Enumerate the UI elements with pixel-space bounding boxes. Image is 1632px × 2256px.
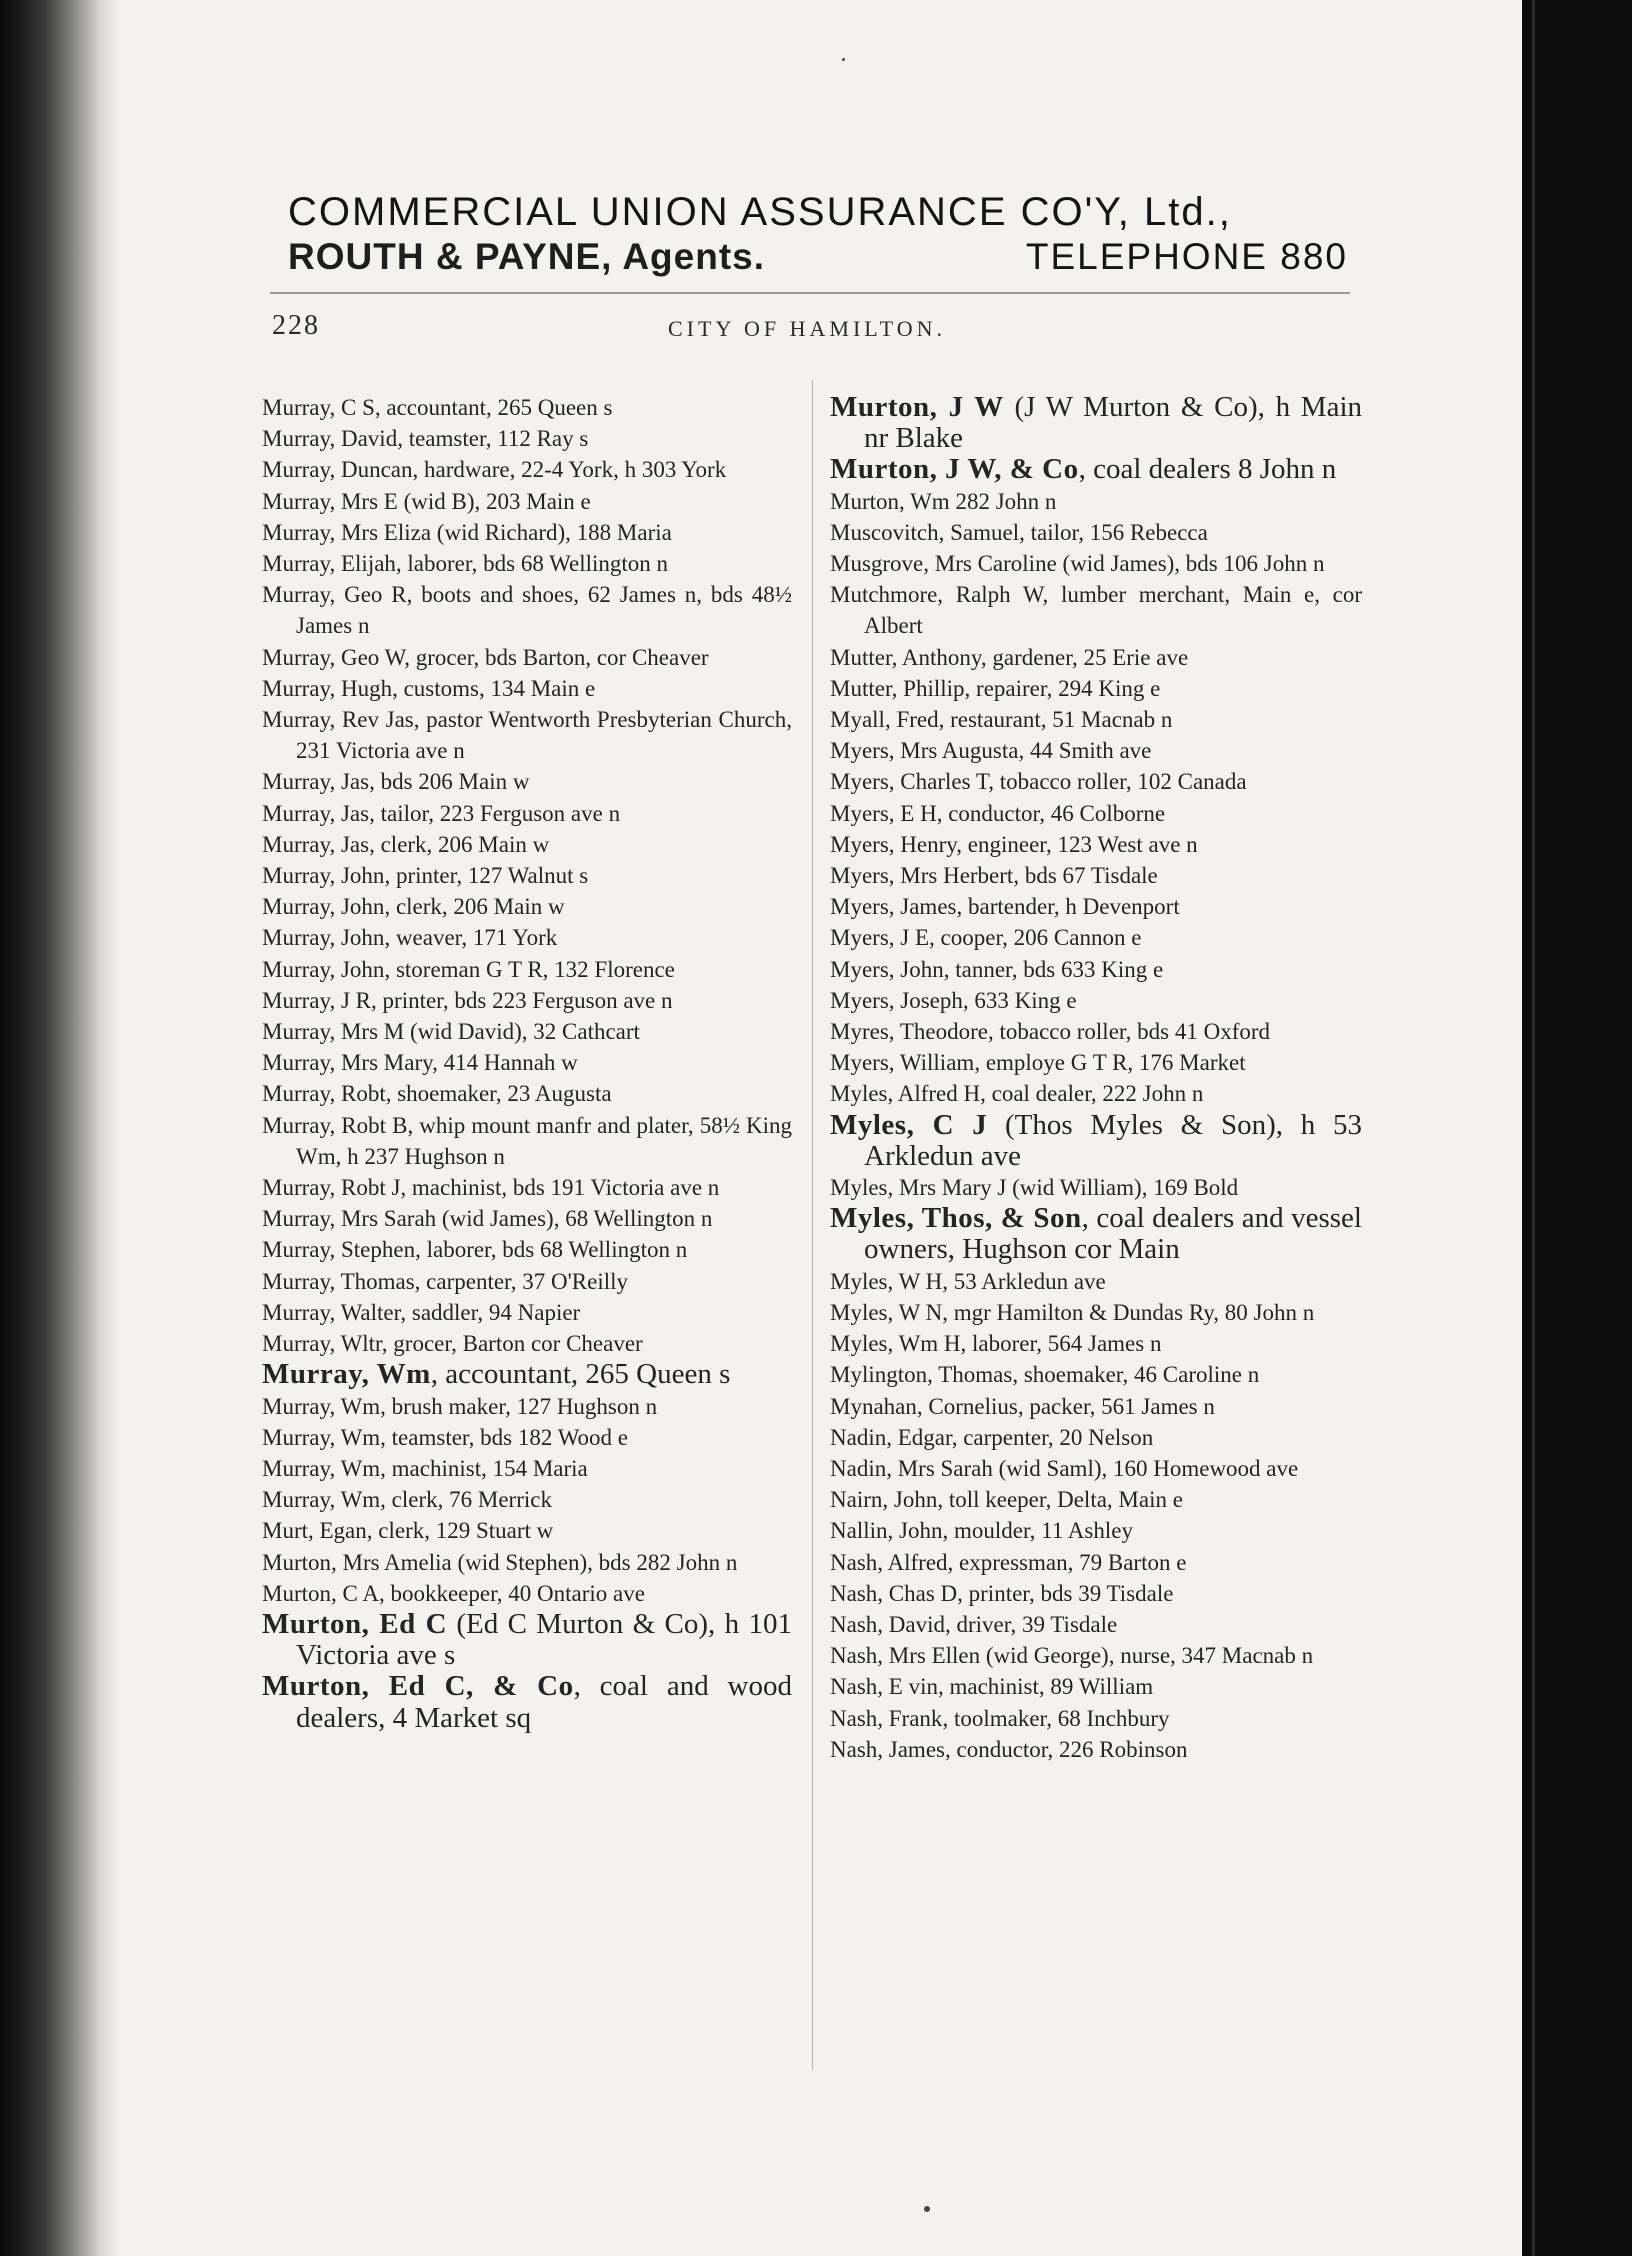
entry-name: Murray, John [262,894,385,920]
entry-name: Mylington, Thomas [830,1362,1013,1388]
directory-entry [262,1078,792,1109]
scan-border [1522,0,1632,2256]
entry-name: Myles, Wm H [830,1331,961,1357]
entry-name: Nallin, John [830,1518,943,1544]
entry-name: Myers, Mrs Herbert [830,863,1014,889]
directory-entry [830,1047,1362,1078]
entry-details: , coal and wood dealers, 4 Market sq [296,1670,792,1734]
entry-name: Murton, C A [262,1580,379,1606]
entry-name: Nash, E vin [830,1674,938,1700]
directory-entry [262,1578,792,1609]
header-rule [270,292,1350,294]
directory-entry [830,891,1362,922]
entry-details: , bds 206 Main w [369,769,530,795]
directory-entry [830,1266,1362,1297]
entry-details: (wid James), 68 Wellington n [436,1206,713,1232]
entry-details: , teamster, bds 182 Wood e [380,1424,629,1450]
entry-details: , brush maker, 127 Hughson n [380,1393,658,1419]
entry-name: Murray, Wm [262,1358,431,1391]
directory-entry [262,1671,792,1733]
entry-details: , coal dealers and vessel owners, Hughson cor Main [864,1202,1362,1266]
entry-name: Nairn, John [830,1487,938,1513]
entry-name: Nadin, Mrs Sarah [830,1455,993,1481]
entry-details: , bds 67 Tisdale [1013,863,1158,889]
directory-entry [262,1328,792,1359]
entry-details: , laborer, 564 James n [960,1331,1162,1357]
column-divider [812,380,813,2070]
directory-entry [262,985,792,1016]
entry-name: Murray, Jas [262,769,370,795]
entry-name: Nadin, Edgar [830,1424,952,1450]
directory-entry [830,486,1362,517]
entry-name: Myers, Mrs Augusta [830,738,1019,764]
directory-entry [262,579,792,641]
entry-name: Murton, J W [830,391,1004,423]
entry-name: Myles, W N [830,1299,943,1325]
entry-details: , whip mount manfr and plater, 58½ King Wm, h 237 Hughson n [296,1112,793,1169]
entry-name: Myers, Henry [830,831,957,857]
entry-details: , clerk, 206 Main w [369,831,550,857]
entry-name: Mynahan, Cornelius [830,1393,1018,1419]
entry-details: (wid Saml), 160 Homewood ave [992,1455,1299,1481]
entry-details: , teamster, 112 Ray s [397,426,589,452]
directory-entry [830,1172,1362,1203]
entry-name: Myles, Mrs Mary J [830,1175,1007,1201]
entry-details: , carpenter, 20 Nelson [951,1424,1154,1450]
entry-name: Murray, Robt B [262,1112,408,1138]
entry-details: , customs, 134 Main e [392,675,596,701]
directory-entry [262,954,792,985]
entry-name: Murray, C S [262,395,375,420]
entry-details: , printer, bds 223 Ferguson ave n [371,987,673,1013]
directory-entry [262,766,792,797]
directory-entry [262,1453,792,1484]
entry-details: , tailor, 156 Rebecca [1019,519,1208,545]
entry-name: Murray, Duncan [262,457,413,483]
entry-name: Murray, David [262,426,398,452]
entry-name: Mutter, Anthony [830,644,981,670]
directory-entry [262,423,792,454]
entry-details: , moulder, 11 Ashley [942,1518,1133,1544]
directory-entry [830,1203,1362,1265]
entry-details: , machinist, bds 191 Victoria ave n [400,1175,720,1201]
entry-details: , toolmaker, 68 Inchbury [942,1705,1170,1731]
entry-name: Murray, Robt [262,1081,386,1107]
entry-name: Murton, Wm [830,488,950,514]
entry-name: Mutter, Phillip [830,675,965,701]
entry-details: , tailor, 223 Ferguson ave n [369,800,621,826]
entry-details: , accountant, 265 Queen s [374,395,613,420]
entry-name: Murray, Wm [262,1487,381,1513]
directory-entry [830,1578,1362,1609]
entry-details: , driver, 39 Tisdale [944,1611,1118,1637]
page-binding-shadow [0,0,120,2256]
directory-entry [262,1484,792,1515]
entry-name: Murray, J R [262,987,372,1013]
directory-entry [830,798,1362,829]
entry-name: Murray, Mrs Sarah [262,1206,437,1232]
entry-details: , tobacco roller, 102 Canada [988,769,1247,795]
entry-name: Murray, Wm [262,1424,381,1450]
entry-details: , conductor, 46 Colborne [936,800,1166,826]
header-telephone: TELEPHONE 880 [1025,236,1348,277]
directory-entry [830,829,1362,860]
directory-entry [830,642,1362,673]
directory-entry [262,1297,792,1328]
entry-name: Myers, E H [830,800,937,826]
entry-name: Myers, William [830,1050,975,1076]
directory-entry [830,517,1362,548]
directory-entry [262,392,792,423]
entry-name: Murton, J W, & Co [830,453,1079,486]
entry-name: Murray, Robt J [262,1175,401,1201]
entry-name: Murray, John [262,925,385,951]
entry-details: , bartender, h Devenport [956,894,1180,920]
directory-entry [262,1203,792,1234]
entry-name: Myall, Fred [830,707,939,733]
entry-name: Murray, Wltr [262,1331,382,1357]
directory-entry [830,1484,1362,1515]
page-number: 228 [272,310,320,341]
directory-entry [262,922,792,953]
entry-name: Myles, Alfred H [830,1081,981,1107]
entry-details: , grocer, bds Barton, cor Cheaver [404,644,709,670]
directory-entry [262,891,792,922]
entry-details: , toll keeper, Delta, Main e [937,1487,1183,1513]
entry-name: Myles, Thos, & Son [830,1202,1082,1235]
directory-entry [262,548,792,579]
directory-entry [830,766,1362,797]
directory-entry [262,1609,792,1671]
directory-entry [830,1359,1362,1390]
directory-entry [830,1547,1362,1578]
entry-name: Nash, Alfred [830,1549,948,1575]
directory-entry [262,1047,792,1078]
entry-details: , coal dealers 8 John n [1078,453,1337,486]
entry-details: , weaver, 171 York [384,925,558,951]
entry-name: Murray, Geo R [262,582,407,608]
directory-entry [830,673,1362,704]
entry-details: , laborer, bds 68 Wellington n [395,551,669,577]
directory-entry [262,1422,792,1453]
entry-name: Murray, Hugh [262,675,393,701]
entry-details: , employe G T R, 176 Market [974,1050,1246,1076]
entry-name: Murray, Mrs Eliza [262,519,432,545]
entry-details: , 414 Hannah w [432,1050,578,1076]
entry-details: , printer, 127 Walnut s [384,863,589,889]
directory-entry [830,1016,1362,1047]
directory-column-left [262,392,792,1734]
directory-entry [262,486,792,517]
directory-column-right [830,392,1362,1765]
entry-name: Murray, Thomas [262,1268,415,1294]
entry-name: Nash, Frank [830,1705,943,1731]
directory-entry [262,642,792,673]
entry-name: Murray, Mrs E [262,488,398,514]
directory-entry [830,1640,1362,1671]
directory-entry [830,954,1362,985]
entry-details: , machinist, 89 William [937,1674,1154,1700]
directory-entry [262,1547,792,1578]
running-head: CITY OF HAMILTON. [668,316,947,341]
entry-name: Murray, John [262,863,385,889]
entry-name: Myres, Theodore [830,1019,988,1045]
directory-entry [830,1515,1362,1546]
directory-entry [830,860,1362,891]
entry-name: Murray, Elijah [262,551,396,577]
entry-details: , accountant, 265 Queen s [430,1358,731,1391]
entry-name: Murray, Geo W [262,644,405,670]
header-advertisement-title: COMMERCIAL UNION ASSURANCE CO'Y, Ltd., [288,190,1232,234]
entry-details: , conductor, 226 Robinson [944,1736,1188,1762]
directory-entry [830,392,1362,454]
directory-entry [830,454,1362,485]
entry-details: , pastor Wentworth Presbyterian Church, 231 Victoria ave n [296,707,792,764]
entry-details: , restaurant, 51 Macnab n [938,707,1173,733]
entry-details: , shoemaker, 23 Augusta [385,1081,612,1107]
entry-details: , clerk, 76 Merrick [380,1487,552,1513]
directory-entry [262,1515,792,1546]
directory-entry [262,1266,792,1297]
entry-details: , hardware, 22-4 York, h 303 York [412,457,727,483]
entry-name: Nash, David [830,1611,945,1637]
entry-name: Myers, Joseph [830,987,963,1013]
entry-name: Mutchmore, Ralph W [830,582,1043,608]
directory-entry [262,798,792,829]
directory-entry [262,1359,792,1390]
entry-details: , saddler, 94 Napier [400,1299,581,1325]
directory-entry [830,1453,1362,1484]
directory-entry [262,1110,792,1172]
entry-details: , expressman, 79 Barton e [947,1549,1187,1575]
entry-name: Musgrove, Mrs Caroline [830,551,1057,577]
entry-name: Murray, John [262,956,385,982]
header-advertisement-agents-row [288,236,1348,278]
entry-details: (wid David), 32 Cathcart [404,1019,640,1045]
entry-details: , carpenter, 37 O'Reilly [414,1268,629,1294]
entry-name: Murt, Egan [262,1518,367,1544]
entry-details: 282 John n [949,488,1057,514]
entry-details: (wid William), 169 Bold [1006,1175,1239,1201]
directory-entry [830,1734,1362,1765]
entry-details: , grocer, Barton cor Cheaver [381,1331,643,1357]
scan-speck [842,58,845,61]
directory-entry [262,829,792,860]
entry-details: , machinist, 154 Maria [380,1455,588,1481]
entry-name: Myers, James [830,894,957,920]
entry-name: Muscovitch, Samuel [830,519,1020,545]
entry-details: , tanner, bds 633 King e [943,956,1164,982]
directory-entry [262,860,792,891]
entry-name: Murray, Rev Jas [262,707,414,733]
directory-entry [262,454,792,485]
entry-details: , storeman G T R, 132 Florence [384,956,675,982]
directory-entry [262,1391,792,1422]
directory-entry [830,579,1362,641]
entry-details: (J W Murton & Co), h Main nr Blake [864,391,1362,455]
directory-entry [830,922,1362,953]
entry-name: Myles, W H [830,1268,943,1294]
entry-details: , coal dealer, 222 John n [980,1081,1204,1107]
directory-entry [830,548,1362,579]
entry-name: Murray, Mrs Mary [262,1050,433,1076]
entry-name: Myers, Charles T [830,769,989,795]
entry-details: (wid B), 203 Main e [397,488,591,514]
entry-details: , tobacco roller, bds 41 Oxford [987,1019,1271,1045]
entry-details: , mgr Hamilton & Dundas Ry, 80 John n [942,1299,1315,1325]
entry-name: Myles, C J [830,1108,988,1141]
directory-entry [262,704,792,766]
directory-entry [830,1328,1362,1359]
directory-entry [262,517,792,548]
directory-entry [262,1234,792,1265]
entry-name: Murton, Ed C, & Co [262,1670,574,1703]
entry-details: , boots and shoes, 62 James n, bds 48½ James n [296,582,792,639]
entry-name: Murray, Mrs M [262,1019,405,1045]
header-agents: ROUTH & PAYNE, Agents. [288,236,766,277]
entry-name: Nash, Mrs Ellen [830,1643,981,1669]
directory-entry [830,1671,1362,1702]
entry-details: , 53 Arkledun ave [942,1268,1106,1294]
entry-name: Murray, Jas [262,831,370,857]
entry-name: Murray, Wm [262,1393,381,1419]
directory-entry [830,1391,1362,1422]
entry-name: Myers, J E [830,925,930,951]
entry-details: , bookkeeper, 40 Ontario ave [378,1580,645,1606]
entry-details: (wid Richard), 188 Maria [431,519,672,545]
entry-details: , clerk, 129 Stuart w [366,1518,554,1544]
entry-name: Murton, Ed C [262,1607,448,1640]
entry-name: Murray, Stephen [262,1237,416,1263]
entry-details: (Ed C Murton & Co), h 101 Victoria ave s [296,1607,792,1672]
entry-details: , engineer, 123 West ave n [956,831,1198,857]
directory-entry [830,1703,1362,1734]
entry-details: (wid George), nurse, 347 Macnab n [980,1643,1314,1669]
entry-name: Myers, John [830,956,944,982]
directory-entry [262,1016,792,1047]
entry-details: , 633 King e [962,987,1077,1013]
entry-details: , packer, 561 James n [1017,1393,1215,1419]
entry-details: (wid Stephen), bds 282 John n [451,1549,738,1575]
entry-details: , gardener, 25 Erie ave [980,644,1189,670]
entry-name: Murray, Jas [262,800,370,826]
directory-entry [830,1078,1362,1109]
entry-details: , cooper, 206 Cannon e [929,925,1142,951]
entry-name: Murray, Walter [262,1299,401,1325]
entry-details: , shoemaker, 46 Caroline n [1012,1362,1260,1388]
scan-speck [924,2206,930,2212]
directory-entry [830,1110,1362,1172]
directory-entry [830,1422,1362,1453]
directory-entry [830,1297,1362,1328]
entry-details: , printer, bds 39 Tisdale [957,1580,1174,1606]
entry-details: , laborer, bds 68 Wellington n [415,1237,688,1263]
directory-entry [262,1172,792,1203]
entry-name: Nash, James [830,1736,945,1762]
entry-details: , lumber merchant, Main e, cor Albert [864,582,1362,639]
entry-details: (wid James), bds 106 John n [1056,551,1325,577]
entry-details: , 44 Smith ave [1018,738,1152,764]
directory-entry [262,673,792,704]
entry-name: Murray, Wm [262,1455,381,1481]
entry-details: , repairer, 294 King e [964,675,1161,701]
entry-name: Murton, Mrs Amelia [262,1549,452,1575]
entry-details: , clerk, 206 Main w [384,894,565,920]
directory-entry [830,735,1362,766]
directory-entry [830,704,1362,735]
directory-entry [830,985,1362,1016]
directory-entry [830,1609,1362,1640]
entry-details: (Thos Myles & Son), h 53 Arkledun ave [864,1108,1363,1172]
entry-name: Nash, Chas D [830,1580,958,1606]
